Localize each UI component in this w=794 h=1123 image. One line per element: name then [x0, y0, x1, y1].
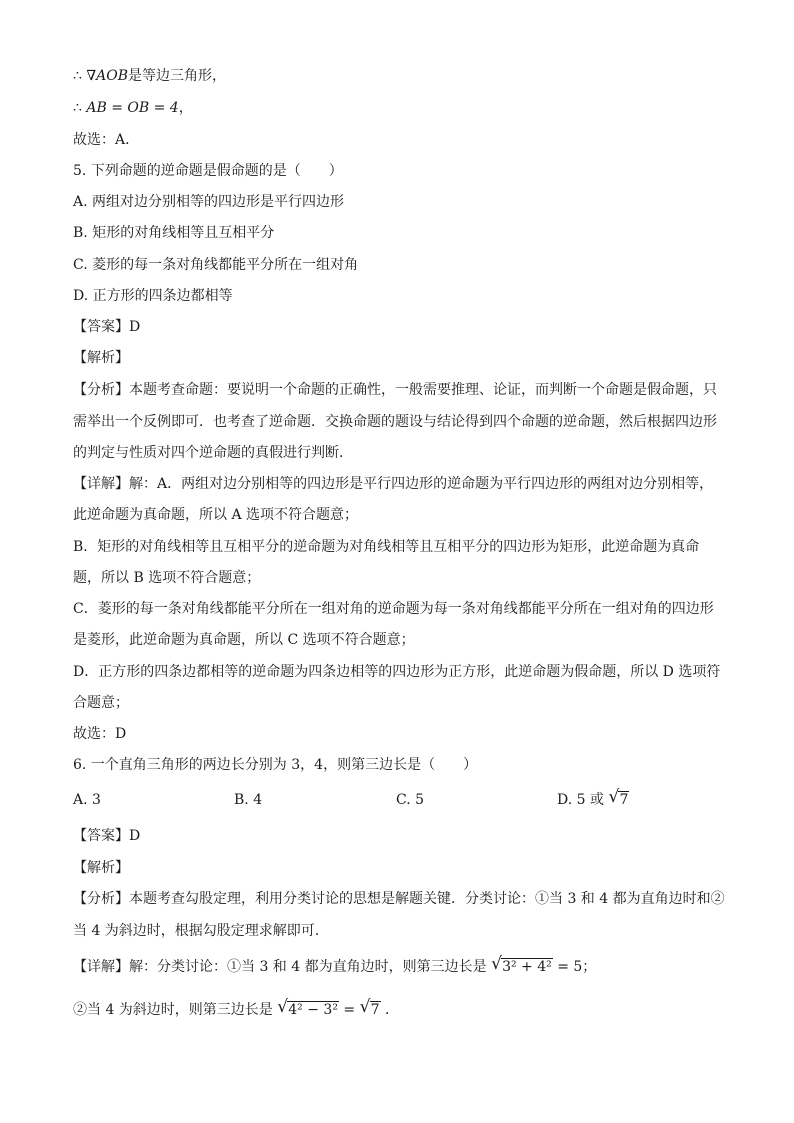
q6-option-d — [557, 787, 629, 810]
q6-detail-2-end: ． — [384, 1002, 399, 1018]
q5-detail-line-8: 合题意； — [73, 695, 129, 711]
q6-detail-2-text: ②当 4 为斜边时，则第三边长是 — [73, 1002, 273, 1018]
q6-detail-2-radicand: 4² − 3² — [288, 1002, 338, 1018]
q6-option-c: C. 5 — [396, 792, 425, 808]
q5-analysis-line-1: 【分析】本题考查命题：要说明一个命题的正确性，一般需要推理、论证，而判断一个命题是假命题，只 — [73, 382, 717, 398]
q6-stem: 6. 一个直角三角形的两边长分别为 3，4，则第三边长是（ ） — [73, 757, 478, 773]
therefore-line-1 — [73, 66, 226, 86]
q5-detail-line-6: 是菱形，此逆命题为真命题，所以 C 选项不符合题意； — [73, 632, 415, 648]
q5-analysis-tag: 【解析】 — [73, 350, 129, 366]
q6-detail-line-2 — [73, 997, 399, 1020]
therefore-symbol: ∴ — [73, 68, 82, 84]
sqrt-symbol: √ 4² − 3² — [277, 997, 338, 1018]
ab-ob-equation: AB = OB = 4 — [86, 100, 179, 116]
q5-detail-line-4: 题，所以 B 选项不符合题意； — [73, 570, 261, 586]
q5-option-a: A. 两组对边分别相等的四边形是平行四边形 — [73, 194, 345, 210]
q5-detail-line-5: C．菱形的每一条对角线都能平分所在一组对角的逆命题为每一条对角线都能平分所在一组对角的四边形 — [73, 601, 714, 617]
sqrt-symbol: √ 7 — [608, 787, 629, 808]
sqrt-symbol: √ 7 — [359, 997, 380, 1018]
q6-option-d-radicand: 7 — [619, 792, 629, 808]
q5-detail-line-2: 此逆命题为真命题，所以 A 选项不符合题意； — [73, 507, 359, 523]
q6-detail-1-radicand: 3² + 4² — [502, 959, 552, 975]
q5-detail-line-3: B．矩形的对角线相等且互相平分的逆命题为对角线相等且互相平分的四边形为矩形，此逆命题为真命 — [73, 539, 700, 555]
therefore-line-2 — [73, 98, 193, 118]
q5-detail-line-7: D．正方形的四条边都相等的逆命题为四条边相等的四边形为正方形，此逆命题为假命题，所以 D 选项符 — [73, 664, 721, 680]
q6-option-d-label: D. 5 或 — [557, 792, 604, 808]
q6-detail-line-1 — [73, 954, 597, 977]
q5-detail-line-1: 【详解】解：A．两组对边分别相等的四边形是平行四边形的逆命题为平行四边形的两组对边分别相等， — [73, 476, 714, 492]
q6-option-b: B. 4 — [234, 792, 263, 808]
sqrt-symbol: √ 3² + 4² — [491, 954, 552, 975]
q5-option-c: C. 菱形的每一条对角线都能平分所在一组对角 — [73, 257, 359, 273]
q6-analysis-line-2: 当 4 为斜边时，根据勾股定理求解即可. — [73, 923, 320, 939]
q5-detail-line-9: 故选：D — [73, 726, 127, 742]
q6-detail-1-result: = 5； — [557, 959, 597, 975]
q6-detail-2-eq: = — [343, 1002, 356, 1018]
equilateral-text: 是等边三角形， — [128, 68, 227, 84]
q6-detail-2-result-radicand: 7 — [370, 1002, 380, 1018]
q6-detail-1-text: 【详解】解：分类讨论：①当 3 和 4 都为直角边时，则第三边长是 — [73, 959, 487, 975]
comma: ， — [178, 100, 193, 116]
q5-option-b: B. 矩形的对角线相等且互相平分 — [73, 225, 275, 241]
q5-analysis-line-2: 需举出一个反例即可．也考查了逆命题．交换命题的题设与结论得到四个命题的逆命题，然后根据四边形 — [73, 414, 717, 430]
q6-answer: 【答案】D — [73, 828, 141, 844]
triangle-aob: ∇AOB — [86, 68, 129, 84]
prev-choice: 故选：A． — [73, 132, 140, 148]
q5-analysis-line-3: 的判定与性质对四个逆命题的真假进行判断． — [73, 445, 353, 461]
q6-option-a: A. 3 — [73, 792, 101, 808]
q5-answer: 【答案】D — [73, 319, 141, 335]
q6-analysis-tag: 【解析】 — [73, 860, 129, 876]
therefore-symbol-2: ∴ — [73, 100, 82, 116]
q5-stem: 5. 下列命题的逆命题是假命题的是（ ） — [73, 163, 343, 179]
q5-option-d: D. 正方形的四条边都相等 — [73, 288, 233, 304]
q6-analysis-line-1: 【分析】本题考查勾股定理，利用分类讨论的思想是解题关键．分类讨论：①当 3 和 4 都为直角边时和② — [73, 891, 725, 907]
